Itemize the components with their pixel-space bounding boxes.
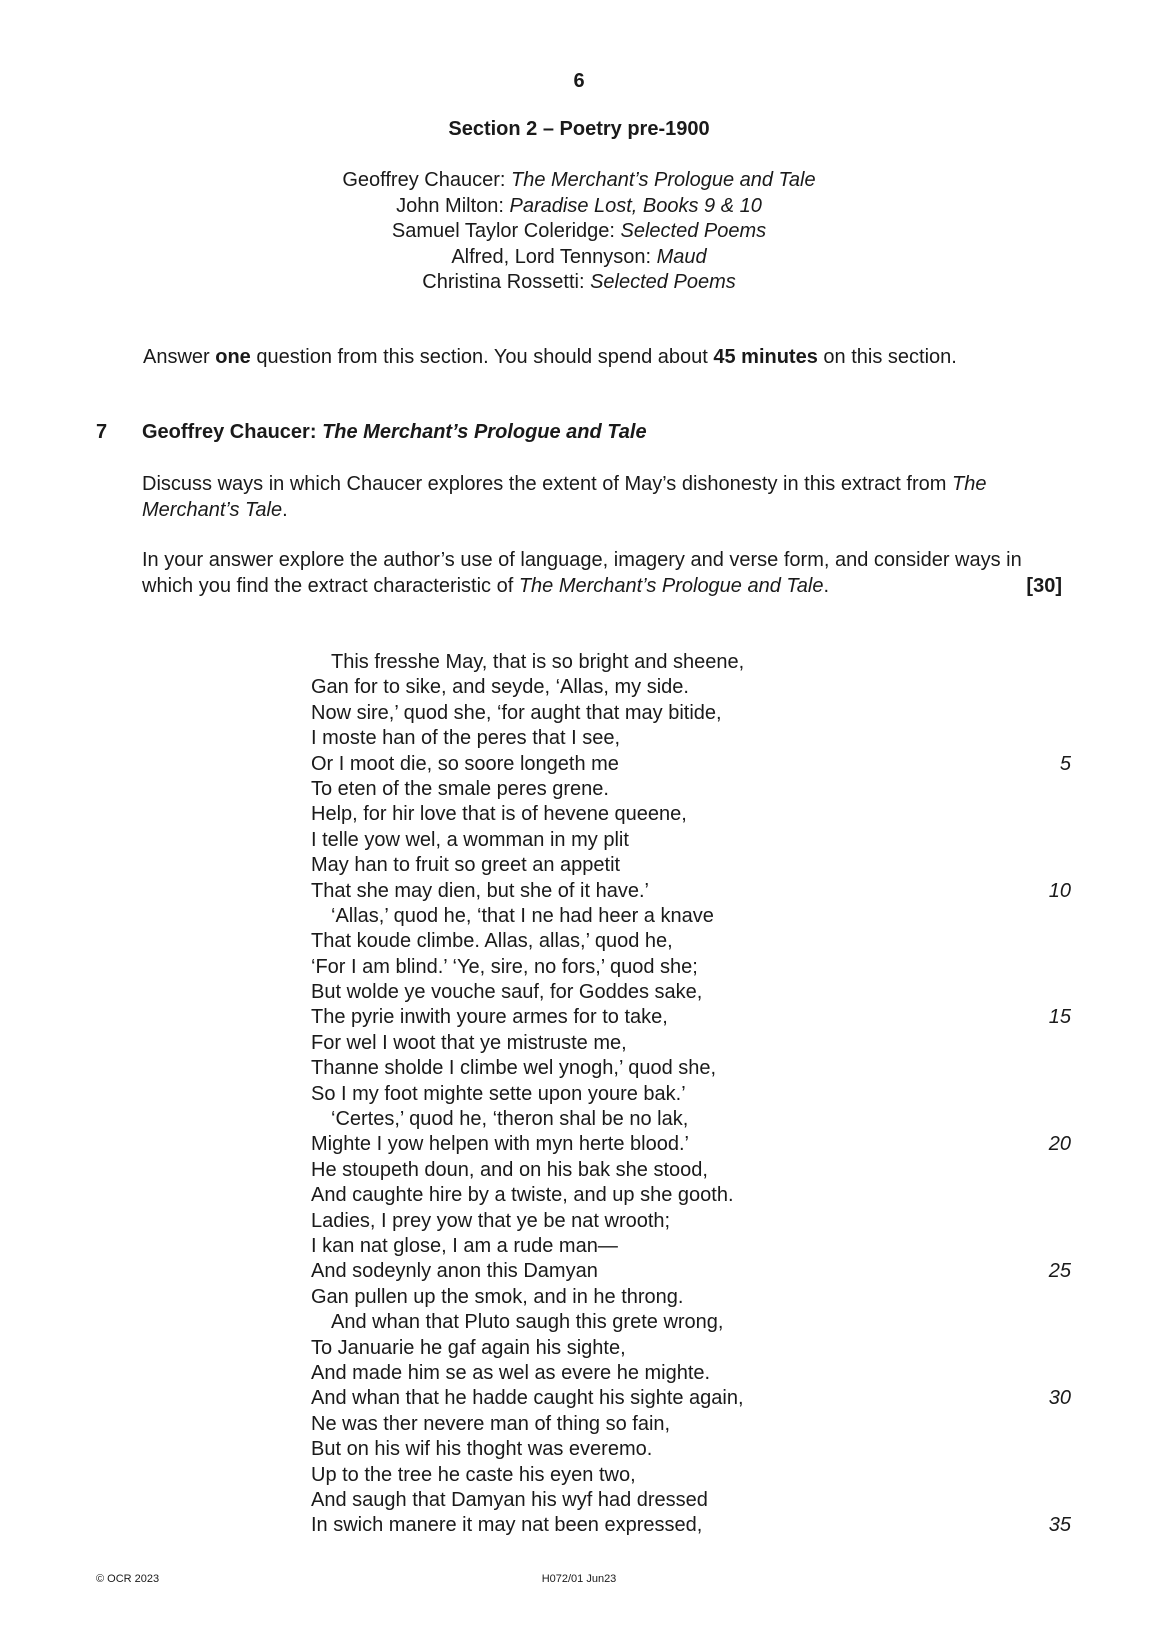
poem-line-text: And caughte hire by a twiste, and up she gooth. — [311, 1184, 734, 1207]
line-number: 5 — [1059, 752, 1071, 775]
set-text-title: The Merchant’s Prologue and Tale — [510, 169, 816, 191]
line-number: 10 — [1048, 879, 1071, 902]
poem-line-text: Ladies, I prey yow that ye be nat wrooth; — [311, 1209, 671, 1232]
poem-line-text: Up to the tree he caste his eyen two, — [311, 1463, 636, 1486]
poem-line-text: In swich manere it may nat been expressed, — [311, 1514, 703, 1537]
poem-line-text: Now sire,’ quod she, ‘for aught that may bitide, — [311, 701, 722, 724]
poem-line-text: And sodeynly anon this Damyan — [311, 1260, 598, 1283]
marks-badge: [30] — [1026, 574, 1062, 597]
poem-line — [311, 1310, 1071, 1335]
poem-line-text: And whan that Pluto saugh this grete wrong, — [331, 1311, 724, 1334]
instruction-emphasis: one — [215, 346, 251, 368]
poem-line-text: To eten of the smale peres grene. — [311, 777, 609, 800]
poem-line — [311, 980, 1071, 1005]
poem-extract — [311, 650, 1071, 1539]
poem-line — [311, 1463, 1071, 1488]
poem-line-text: ‘Allas,’ quod he, ‘that I ne had heer a knave — [331, 904, 714, 927]
set-text-author: Christina Rossetti: — [422, 271, 591, 293]
poem-line-text: That koude climbe. Allas, allas,’ quod he, — [311, 930, 673, 953]
question-heading — [142, 421, 647, 444]
poem-line-text: The pyrie inwith youre armes for to take, — [311, 1006, 668, 1029]
line-number: 25 — [1048, 1260, 1071, 1283]
poem-line-text: For wel I woot that ye mistruste me, — [311, 1031, 627, 1054]
poem-line-text: And made him se as wel as evere he mighte. — [311, 1361, 711, 1384]
poem-line — [311, 1056, 1071, 1081]
poem-line-text: Gan pullen up the smok, and in he throng. — [311, 1285, 684, 1308]
line-number: 15 — [1048, 1006, 1071, 1029]
line-number: 20 — [1048, 1133, 1071, 1156]
instruction-text: question from this section. You should spend about — [250, 346, 714, 368]
set-text-item — [0, 194, 1158, 220]
poem-line-text: But wolde ye vouche sauf, for Goddes sake, — [311, 981, 703, 1004]
poem-line-text: Ne was ther nevere man of thing so fain, — [311, 1412, 671, 1435]
poem-line-text: He stoupeth doun, and on his bak she stood, — [311, 1158, 708, 1181]
poem-line-text: That she may dien, but she of it have.’ — [311, 879, 649, 902]
set-text-author: Geoffrey Chaucer: — [342, 169, 511, 191]
poem-line — [311, 1183, 1071, 1208]
poem-line — [311, 726, 1071, 751]
section-title: Section 2 – Poetry pre-1900 — [448, 118, 710, 140]
poem-line — [311, 1259, 1071, 1284]
set-text-author: John Milton: — [396, 194, 510, 217]
set-text-item — [0, 168, 1158, 194]
set-text-item — [0, 219, 1158, 245]
page-number: 6 — [573, 70, 585, 92]
set-text-title: Paradise Lost, Books 9 & 10 — [509, 194, 762, 217]
poem-line — [311, 1158, 1071, 1183]
poem-line-text: ‘Certes,’ quod he, ‘theron shal be no lak, — [331, 1108, 689, 1131]
poem-line — [311, 1005, 1071, 1030]
poem-line — [311, 1234, 1071, 1259]
poem-line — [311, 879, 1071, 904]
poem-line — [311, 1031, 1071, 1056]
question-instruction — [142, 548, 1062, 599]
poem-line — [311, 1285, 1071, 1310]
question-heading-author: Geoffrey Chaucer: — [142, 421, 323, 443]
poem-line — [311, 802, 1071, 827]
poem-line — [311, 1132, 1071, 1157]
poem-line-text: I kan nat glose, I am a rude man— — [311, 1234, 618, 1257]
poem-line — [311, 828, 1071, 853]
poem-line-text: And whan that he hadde caught his sighte again, — [311, 1387, 744, 1410]
set-text-title: Selected Poems — [590, 271, 736, 293]
poem-line-text: May han to fruit so greet an appetit — [311, 854, 621, 877]
prompt-italic: The Merchant’s Tale — [142, 473, 987, 521]
question-prompt — [142, 472, 1062, 523]
instruction-text: Answer — [143, 346, 216, 368]
poem-line — [311, 752, 1071, 777]
poem-line — [311, 904, 1071, 929]
set-text-item — [0, 270, 1158, 296]
poem-line — [311, 1209, 1071, 1234]
prompt-text: Discuss ways in which Chaucer explores the extent of May’s dishonesty in this extract from — [142, 473, 952, 495]
set-text-title: Selected Poems — [620, 220, 767, 242]
poem-line — [311, 777, 1071, 802]
poem-line-text: I moste han of the peres that I see, — [311, 727, 621, 750]
poem-line — [311, 1082, 1071, 1107]
poem-line-text: So I my foot mighte sette upon youre bak.’ — [311, 1082, 686, 1105]
instruction-text: . — [823, 574, 830, 597]
question-heading-title: The Merchant’s Prologue and Tale — [322, 421, 647, 443]
line-number: 30 — [1048, 1387, 1071, 1410]
poem-line-text: Or I moot die, so soore longeth me — [311, 752, 619, 775]
poem-line — [311, 1412, 1071, 1437]
poem-line — [311, 853, 1071, 878]
instruction-text: In your answer explore the author’s use of language, imagery and verse form, and consider ways in which you find the extract characteristic of — [142, 549, 1022, 597]
poem-line — [311, 1107, 1071, 1132]
poem-line-text: To Januarie he gaf again his sighte, — [311, 1336, 626, 1359]
set-texts-list — [0, 168, 1158, 296]
poem-line-text: And saugh that Damyan his wyf had dressed — [311, 1488, 708, 1511]
question-number: 7 — [96, 421, 108, 443]
poem-line — [311, 650, 1071, 675]
poem-line — [311, 1513, 1071, 1538]
poem-line-text: This fresshe May, that is so bright and sheene, — [331, 651, 745, 673]
set-text-item — [0, 245, 1158, 271]
poem-line-text: Thanne sholde I climbe wel ynogh,’ quod she, — [311, 1057, 717, 1080]
poem-line — [311, 1488, 1071, 1513]
poem-line — [311, 929, 1071, 954]
line-number: 35 — [1048, 1514, 1071, 1537]
poem-line — [311, 1386, 1071, 1411]
section-instruction — [143, 346, 957, 369]
poem-line-text: ‘For I am blind.’ ‘Ye, sire, no fors,’ quod she; — [311, 955, 698, 978]
set-text-title: Maud — [656, 245, 707, 268]
instruction-italic: The Merchant’s Prologue and Tale — [518, 574, 824, 597]
instruction-text: on this section. — [817, 346, 957, 368]
poem-line-text: Mighte I yow helpen with myn herte blood.’ — [311, 1133, 689, 1156]
poem-line-text: Help, for hir love that is of hevene queene, — [311, 803, 687, 826]
poem-line-text: But on his wif his thoght was everemo. — [311, 1438, 653, 1461]
poem-line — [311, 1437, 1071, 1462]
set-text-author: Samuel Taylor Coleridge: — [391, 220, 621, 242]
poem-line-text: Gan for to sike, and seyde, ‘Allas, my side. — [311, 676, 689, 699]
poem-line — [311, 955, 1071, 980]
poem-line — [311, 675, 1071, 700]
instruction-emphasis: 45 minutes — [713, 346, 818, 368]
footer-copyright: © OCR 2023 — [96, 1573, 160, 1585]
poem-line — [311, 701, 1071, 726]
poem-line — [311, 1336, 1071, 1361]
prompt-text: . — [282, 498, 288, 521]
set-text-author: Alfred, Lord Tennyson: — [451, 245, 657, 268]
poem-line-text: I telle yow wel, a womman in my plit — [311, 828, 629, 851]
poem-line — [311, 1361, 1071, 1386]
footer-paper-code: H072/01 Jun23 — [541, 1573, 617, 1585]
